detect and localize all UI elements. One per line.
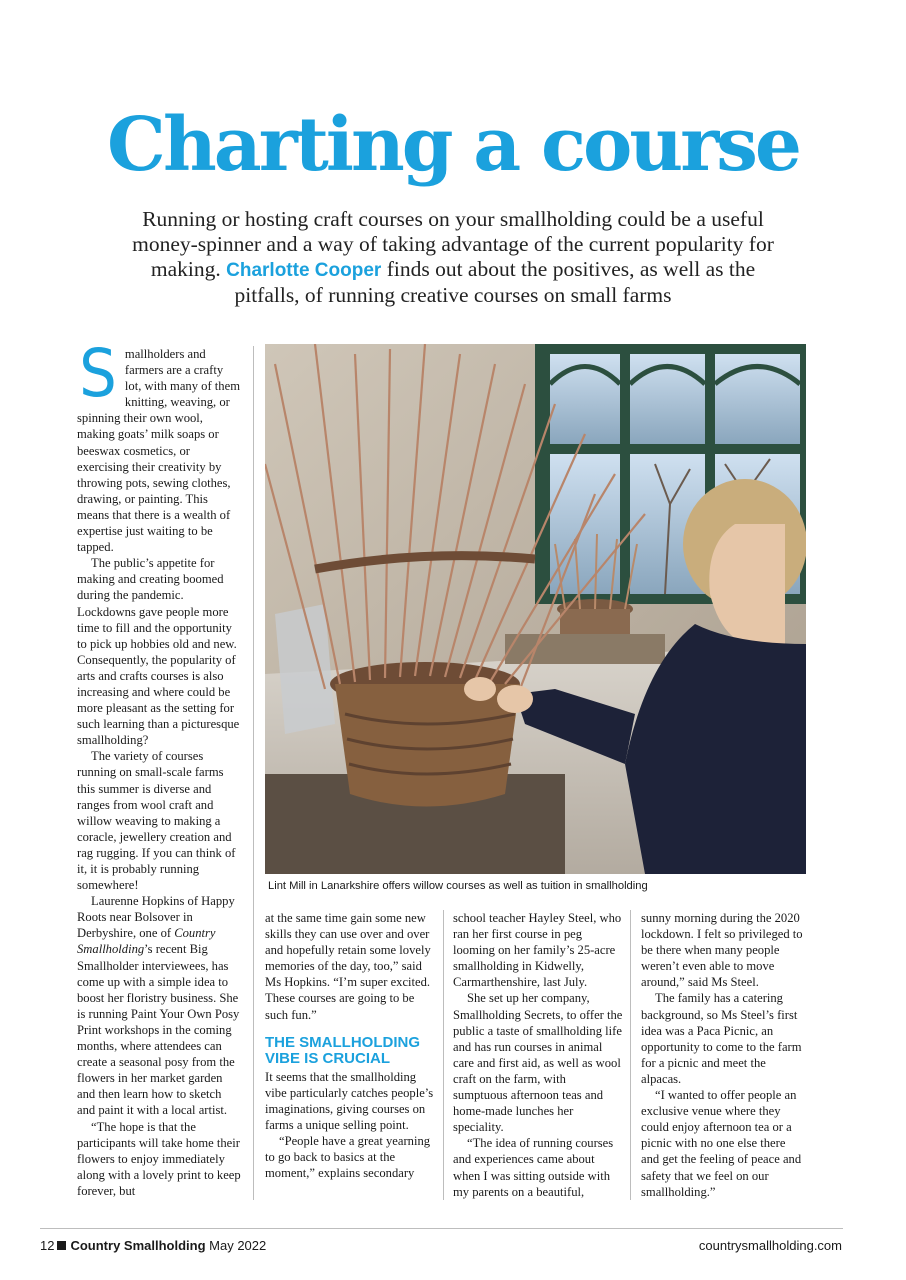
paragraph: Laurenne Hopkins of Happy Roots near Bolsover in Derbyshire, one of Country Smallholding’s recent Big Smallholder interviewees, has come up with a simple idea to boost her floristry business. She is running Paint Your Own Posy Print workshops in the coming months, where attendees can create a seasonal posy from the flowers in her market garden and then learn how to sketch and paint it with a local artist.	[77, 894, 240, 1118]
issue-date: May 2022	[209, 1238, 267, 1253]
article-photo-basket-weaving	[265, 344, 806, 874]
drop-cap: S	[79, 335, 117, 412]
standfirst-text: Running or hosting craft courses on your smallholding could be a useful money-spinner and a way of taking advantage of the current popularity for making.	[132, 207, 774, 281]
paragraph: The public’s appetite for making and creating boomed during the pandemic. Lockdowns gave people more time to fill and the opportunity to pick up hobbies old and new. Consequently, the popularity of arts and crafts courses is also increasing and where could be more pleasant as the setting for such learning than a picturesque smallholding?	[77, 556, 240, 748]
paragraph: sunny morning during the 2020 lockdown. I felt so privileged to be there when many people weren’t even able to move around,” said Ms Steel.	[641, 911, 803, 990]
standfirst	[120, 207, 786, 308]
photo-caption: Lint Mill in Lanarkshire offers willow courses as well as tuition in smallholding	[268, 880, 648, 892]
magazine-name: Country Smallholding	[70, 1238, 206, 1253]
column-divider	[253, 346, 254, 1200]
article-title: Charting a course	[107, 102, 799, 188]
column-divider	[630, 910, 631, 1200]
body-column-3	[453, 910, 623, 1200]
standfirst-text-end: finds out about the positives, as well as the pitfalls, of running creative courses on small farms	[234, 257, 756, 307]
paragraph: “The idea of running courses and experiences came about when I was sitting outside with my parents on a beautiful,	[453, 1136, 614, 1199]
body-column-2	[265, 910, 435, 1181]
page-number: 12	[40, 1238, 55, 1253]
section-subheading: THE SMALLHOLDING VIBE IS CRUCIAL	[265, 1033, 420, 1067]
author-name: Charlotte Cooper	[226, 260, 382, 281]
paragraph: The variety of courses running on small-scale farms this summer is diverse and ranges from wool craft and willow weaving to making a coracle, jewellery creation and rag rugging. If you can think of it, it is probably running somewhere!	[77, 749, 236, 893]
footer-divider	[40, 1228, 843, 1229]
body-column-4	[641, 910, 806, 1200]
square-bullet-icon	[57, 1241, 66, 1250]
body-column-1	[77, 335, 241, 1199]
column-divider	[443, 910, 444, 1200]
paragraph: “I wanted to offer people an exclusive venue where they could enjoy afternoon tea or a picnic with no one else there and get the feeling of peace and safety that we feel on our smallholding.”	[641, 1088, 802, 1199]
website-link[interactable]: countrysmallholding.com	[698, 1238, 842, 1253]
paragraph: It seems that the smallholding vibe particularly catches people’s imaginations, giving courses on farms a unique selling point.	[265, 1069, 434, 1132]
paragraph: at the same time gain some new skills they can use over and over and hopefully retain some lovely memories of the day, too,” said Ms Hopkins. “I’m super excited. These courses are going to be such fun.”	[265, 911, 431, 1022]
paragraph: The family has a catering background, so Ms Steel’s first idea was a Paca Picnic, an opportunity to come to the farm for a picnic and meet the alpacas.	[641, 991, 802, 1086]
paragraph: “People have a great yearning to go back to basics at the moment,” explains secondary	[265, 1134, 431, 1181]
footer-folio	[40, 1238, 266, 1253]
paragraph: She set up her company, Smallholding Secrets, to offer the public a taste of smallholding life and has run courses in animal care and first aid, as well as wool craft on the farm, with sumptuous afternoon teas and home-made lunches her speciality.	[453, 991, 623, 1135]
paragraph: “The hope is that the participants will take home their flowers to enjoy immediately along with a lovely print to keep forever, but	[77, 1119, 241, 1198]
opening-paragraph: Smallholders and farmers are a crafty lot, with many of them knitting, weaving, or spinning their own wool, making goats’ milk soaps or beeswax cosmetics, or exercising their creativity by throwing pots, sewing clothes, drawing, or painting. This means that there is a wealth of expertise just waiting to be tapped.	[77, 335, 240, 555]
paragraph: school teacher Hayley Steel, who ran her first course in peg looming on her family’s 25-acre smallholding in Kidwelly, Carmarthenshire, last July.	[453, 911, 622, 990]
